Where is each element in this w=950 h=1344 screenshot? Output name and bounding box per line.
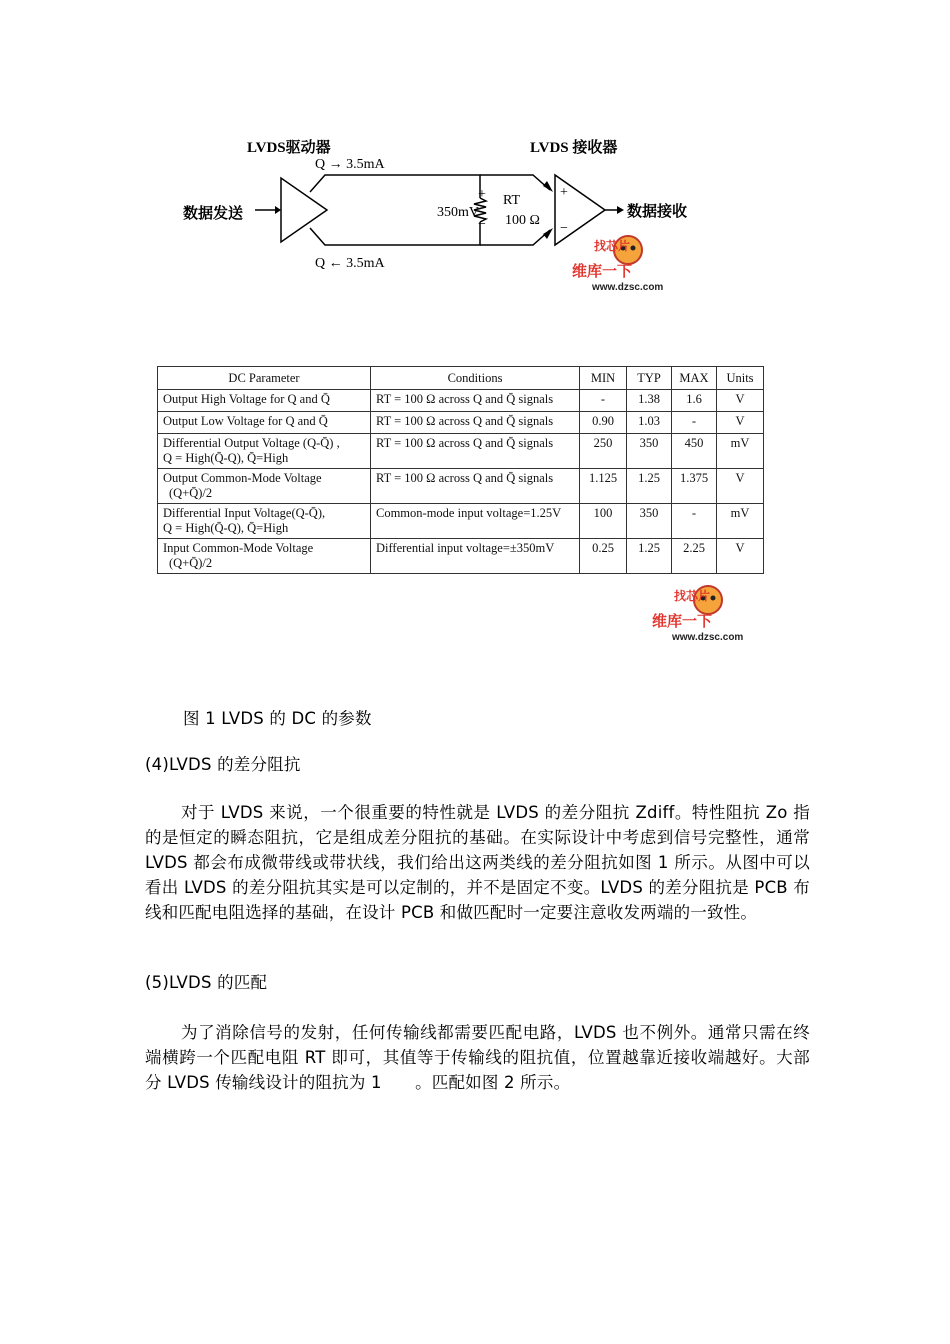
min-cell: 1.125 [580, 469, 627, 504]
section-heading-5: (5)LVDS 的匹配 [145, 973, 268, 992]
output-label: 数据接收 [627, 204, 688, 220]
watermark-badge: 找芯片 [674, 589, 711, 603]
table-row [158, 539, 764, 574]
header-min: MIN [580, 367, 627, 390]
typ-cell: 1.25 [627, 539, 672, 574]
param-cell [158, 539, 371, 574]
max-cell: 1.6 [672, 390, 717, 412]
input-label: 数据发送 [183, 206, 244, 222]
bottom-line [310, 222, 480, 245]
watermark-logo [568, 232, 693, 294]
unit-cell: V [717, 539, 764, 574]
param-cell [158, 469, 371, 504]
param-line1: Differential Input Voltage(Q-Q̄), [163, 506, 326, 520]
resistor-name: RT [503, 193, 521, 208]
param-cell: Output Low Voltage for Q and Q̄ [158, 412, 371, 434]
param-line1: Output Common-Mode Voltage [163, 471, 322, 485]
table-row [158, 390, 764, 412]
receiver-top-line [480, 175, 550, 190]
cond-cell: RT = 100 Ω across Q and Q̄ signals [371, 469, 580, 504]
receiver-bottom-line [480, 230, 550, 245]
minus-sign: − [478, 217, 486, 232]
top-line [310, 175, 480, 198]
header-units: Units [717, 367, 764, 390]
watermark-cn: 维库一下 [652, 612, 713, 630]
watermark-logo [648, 582, 773, 644]
cond-cell: Common-mode input voltage=1.25V [371, 504, 580, 539]
table-header-row [158, 367, 764, 390]
cond-cell: RT = 100 Ω across Q and Q̄ signals [371, 434, 580, 469]
receiver-minus: − [560, 221, 568, 236]
table-row [158, 412, 764, 434]
max-cell: 450 [672, 434, 717, 469]
dc-parameter-table [157, 366, 764, 574]
typ-cell: 1.38 [627, 390, 672, 412]
cond-cell: Differential input voltage=±350mV [371, 539, 580, 574]
unit-cell: V [717, 469, 764, 504]
param-line2: (Q+Q̄)/2 [169, 486, 213, 500]
voltage-label: 350mV [437, 205, 479, 220]
unit-cell: V [717, 412, 764, 434]
receiver-plus: + [560, 185, 568, 200]
param-cell [158, 504, 371, 539]
min-cell: 250 [580, 434, 627, 469]
figure-caption: 图 1 LVDS 的 DC 的参数 [183, 709, 372, 728]
paragraph-4: 对于 LVDS 来说，一个很重要的特性就是 LVDS 的差分阻抗 Zdiff。特性阻抗 Zo 指的是恒定的瞬态阻抗，它是组成差分阻抗的基础。在实际设计中考虑到信号完整性，通常 LVDS 都会布成微带线或带状线，我们给出这两类线的差分阻抗如图 1 所示。从图中可以看出 LVDS 的差分阻抗其实是可以定制的，并不是固定不变。LVDS 的差分阻抗是 PCB 布线和匹配电阻选择的基础，在设计 PCB 和做匹配时一定要注意收发两端的一致性。 [145, 803, 810, 922]
paragraph-5: 为了消除信号的发射，任何传输线都需要匹配电路，LVDS 也不例外。通常只需在终端横跨一个匹配电阻 RT 即可，其值等于传输线的阻抗值，位置越靠近接收端越好。大部分 LVDS 传输线设计的阻抗为 1 。匹配如图 2 所示。 [145, 1023, 810, 1092]
driver-triangle [281, 178, 327, 242]
typ-cell: 1.25 [627, 469, 672, 504]
header-dc-parameter: DC Parameter [158, 367, 371, 390]
watermark-url: www.dzsc.com [672, 632, 744, 643]
header-max: MAX [672, 367, 717, 390]
typ-cell: 350 [627, 504, 672, 539]
param-line1: Differential Output Voltage (Q-Q̄) , [163, 436, 340, 450]
resistor-value: 100 Ω [505, 213, 540, 228]
header-typ: TYP [627, 367, 672, 390]
input-arrow-icon [275, 206, 281, 214]
min-cell: 0.90 [580, 412, 627, 434]
table-row [158, 504, 764, 539]
receiver-bottom-arrow-icon [543, 228, 553, 239]
receiver-label: LVDS 接收器 [530, 140, 618, 156]
min-cell: 100 [580, 504, 627, 539]
cond-cell: RT = 100 Ω across Q and Q̄ signals [371, 412, 580, 434]
unit-cell: mV [717, 504, 764, 539]
min-cell: 0.25 [580, 539, 627, 574]
top-current-label: Q → 3.5mA [315, 157, 385, 172]
bottom-current-label: Q ← 3.5mA [315, 256, 385, 271]
section-heading-4: (4)LVDS 的差分阻抗 [145, 755, 301, 774]
typ-cell: 350 [627, 434, 672, 469]
param-line2: (Q+Q̄)/2 [169, 556, 213, 570]
max-cell: - [672, 504, 717, 539]
cond-cell: RT = 100 Ω across Q and Q̄ signals [371, 390, 580, 412]
watermark-cn: 维库一下 [572, 262, 633, 280]
max-cell: 2.25 [672, 539, 717, 574]
unit-cell: V [717, 390, 764, 412]
table-row [158, 469, 764, 504]
watermark-badge: 找芯片 [594, 239, 631, 253]
min-cell: - [580, 390, 627, 412]
driver-label: LVDS驱动器 [247, 140, 331, 156]
watermark-url: www.dzsc.com [592, 282, 664, 293]
param-line2: Q = High(Q̄-Q), Q̄=High [163, 451, 289, 465]
plus-sign: + [478, 187, 486, 202]
param-cell [158, 434, 371, 469]
typ-cell: 1.03 [627, 412, 672, 434]
param-cell: Output High Voltage for Q and Q̄ [158, 390, 371, 412]
receiver-top-arrow-icon [543, 181, 553, 192]
max-cell: - [672, 412, 717, 434]
max-cell: 1.375 [672, 469, 717, 504]
param-line2: Q = High(Q̄-Q), Q̄=High [163, 521, 289, 535]
table-row [158, 434, 764, 469]
header-conditions: Conditions [371, 367, 580, 390]
param-line1: Input Common-Mode Voltage [163, 541, 314, 555]
output-arrow-icon [617, 206, 624, 214]
unit-cell: mV [717, 434, 764, 469]
